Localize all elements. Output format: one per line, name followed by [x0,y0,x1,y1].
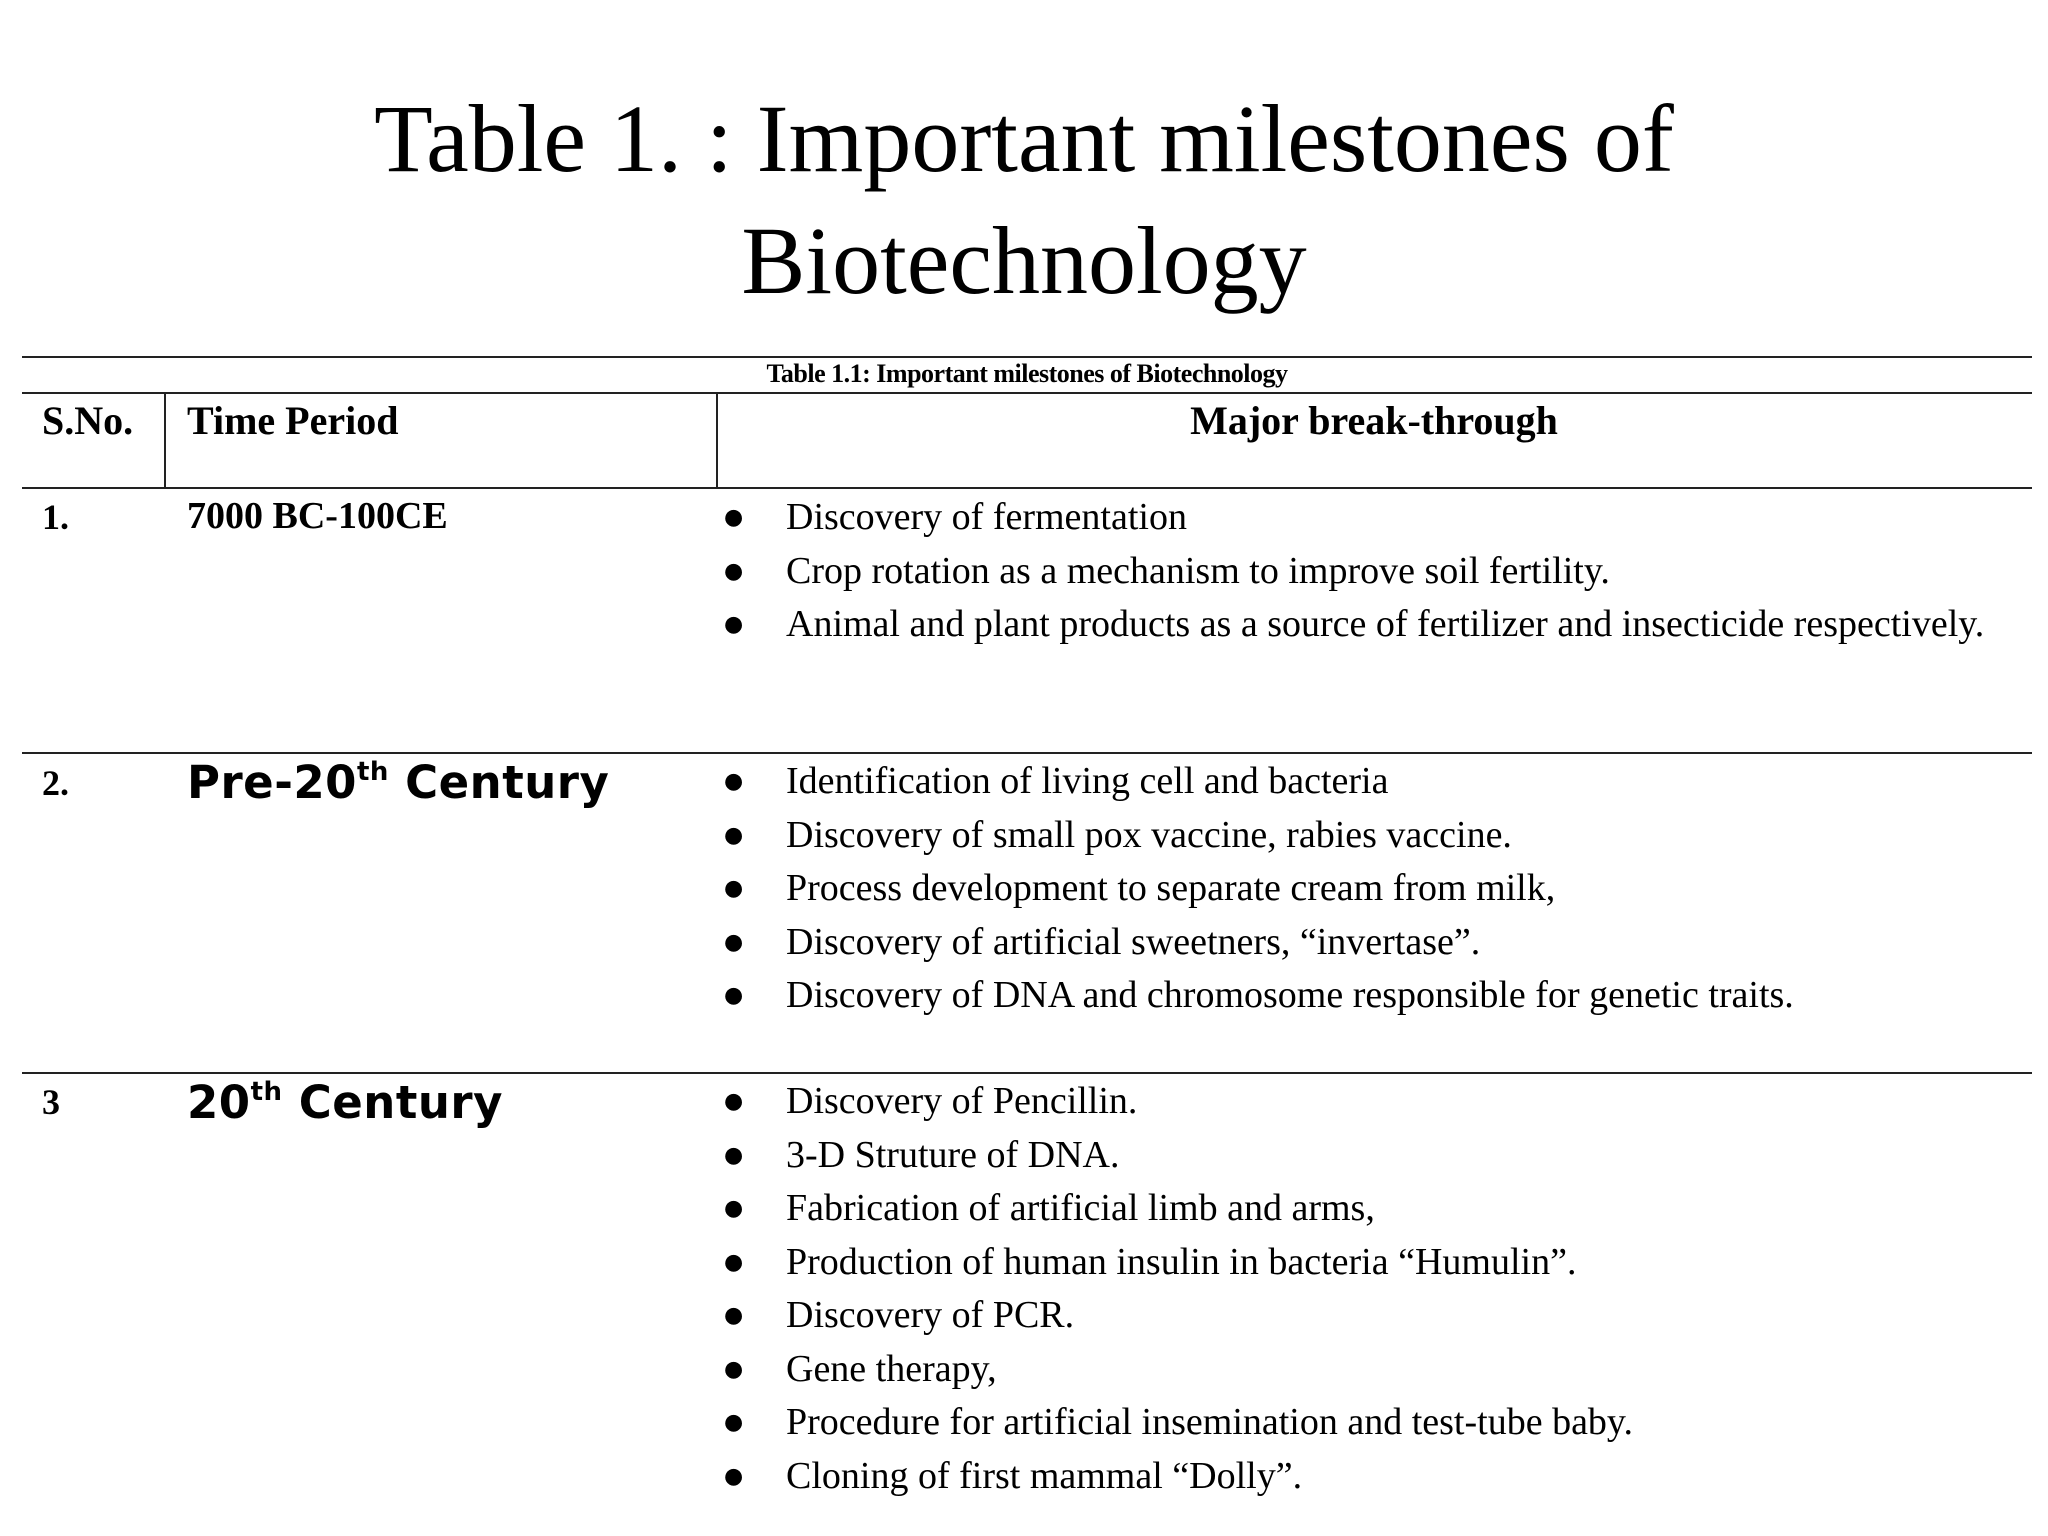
list-item: ● Cloning of first mammal “Dolly”. [720,1450,2018,1504]
row-sno: 2. [42,763,69,803]
list-item: ● Discovery of Pencillin. [720,1075,2018,1129]
breakthrough-list [720,491,2018,652]
header-sno: S.No. [42,398,134,443]
list-item: ● Production of human insulin in bacteria “Humulin”. [720,1236,2018,1290]
period-prefix: 20 [187,1076,251,1129]
list-item: ● Identification of living cell and bacteria [720,755,2018,809]
header-major-breakthrough: Major break-through [1190,398,1558,443]
period-superscript: th [250,1077,283,1107]
slide-title-line-1: Table 1. : Important milestones of [374,85,1674,192]
period-suffix: Century [282,1076,503,1129]
list-item: ● Procedure for artificial insemination and test-tube baby. [720,1396,2018,1450]
list-item: ● Animal and plant products as a source of fertilizer and insecticide respectively. [720,598,2018,652]
slide-title-line-2: Biotechnology [741,207,1307,314]
period-prefix: Pre-20 [187,756,357,809]
row-sno: 1. [42,497,69,537]
list-item: ● Discovery of small pox vaccine, rabies vaccine. [720,809,2018,863]
breakthrough-list [720,1075,2018,1503]
slide-title [0,78,2048,322]
row-divider [22,752,2032,754]
list-item: ● Fabrication of artificial limb and arms, [720,1182,2018,1236]
list-item: ● Process development to separate cream from milk, [720,862,2018,916]
list-item: ● Discovery of artificial sweetners, “invertase”. [720,916,2018,970]
row-sno: 3 [42,1082,60,1122]
breakthrough-list [720,755,2018,1023]
period-superscript: th [357,757,389,787]
row-time-period: 7000 BC-100CE [187,495,448,537]
row-divider [22,1072,2032,1074]
list-item: ● Gene therapy, [720,1343,2018,1397]
list-item: ● Discovery of DNA and chromosome responsible for genetic traits. [720,969,2018,1023]
list-item: ● Discovery of fermentation [720,491,2018,545]
table-caption: Table 1.1: Important milestones of Biotechnology [766,359,1288,388]
table-top-rule [22,356,2032,358]
list-item: ● Discovery of PCR. [720,1289,2018,1343]
header-top-rule [22,392,2032,394]
header-bottom-rule [22,487,2032,489]
header-divider-1 [164,392,166,487]
period-suffix: Century [388,756,610,809]
row-time-period [187,756,609,809]
header-time-period: Time Period [187,398,399,443]
row-time-period [187,1076,503,1129]
list-item: ● 3-D Struture of DNA. [720,1129,2018,1183]
list-item: ● Crop rotation as a mechanism to improve soil fertility. [720,545,2018,599]
